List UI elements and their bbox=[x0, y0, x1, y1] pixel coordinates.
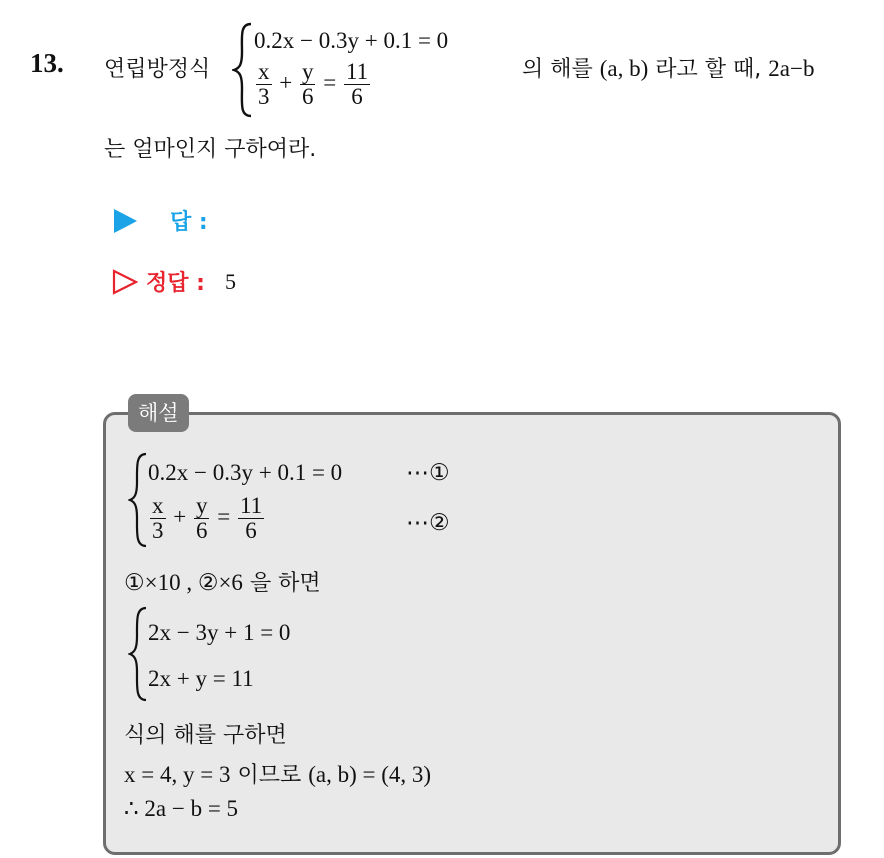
question-line-2: 는 얼마인지 구하여라. bbox=[104, 137, 317, 162]
answer-label: 답 : bbox=[170, 210, 208, 235]
solution-conclusion: ∴ 2a − b = 5 bbox=[124, 796, 239, 821]
solution-tag: 해설 bbox=[128, 394, 189, 432]
question-equation-1: 0.2x − 0.3y + 0.1 = 0 bbox=[254, 28, 449, 53]
fraction-x-over-3: $\frac{x}{3}$ bbox=[152, 493, 164, 544]
fraction-y-over-6: $\frac{y}{6}$ bbox=[301, 59, 314, 110]
solution-mark-1: ⋯① bbox=[406, 460, 450, 485]
fraction-y-over-6: $\frac{y}{6}$ bbox=[195, 493, 208, 544]
fraction-x-over-3: $\frac{x}{3}$ bbox=[258, 59, 270, 110]
solution-step-3: x = 4, y = 3 이므로 (a, b) = (4, 3) bbox=[124, 762, 432, 788]
solution-equation-1: 0.2x − 0.3y + 0.1 = 0 bbox=[148, 460, 343, 485]
correct-answer-row bbox=[112, 266, 236, 297]
solution-brace-1 bbox=[128, 452, 148, 548]
correct-answer-value: 5 bbox=[224, 268, 236, 294]
fraction-11-over-6: $\frac{11}{6}$ bbox=[345, 59, 369, 110]
solution-system-eq-2: 2x + y = 11 bbox=[148, 666, 254, 691]
answer-row bbox=[112, 205, 208, 236]
outline-triangle-icon bbox=[112, 269, 138, 295]
question-intro: 연립방정식 bbox=[104, 57, 211, 82]
solution-step-1: ①×10 , ②×6 을 하면 bbox=[124, 570, 321, 596]
solution-system-eq-1: 2x − 3y + 1 = 0 bbox=[148, 620, 291, 645]
solution-step-2: 식의 해를 구하면 bbox=[124, 723, 287, 748]
solution-equation-2: $\frac{x}{3}$ + $\frac{y}{6}$ = $\frac{11}{6}$ bbox=[152, 493, 263, 544]
question-tail: 의 해를 (a, b) 라고 할 때, 2a−b bbox=[522, 56, 815, 82]
play-triangle-icon bbox=[112, 208, 138, 234]
fraction-11-over-6: $\frac{11}{6}$ bbox=[239, 493, 263, 544]
solution-brace-2 bbox=[128, 606, 148, 702]
correct-answer-label: 정답 : bbox=[146, 271, 205, 296]
solution-mark-2: ⋯② bbox=[406, 510, 450, 535]
question-brace bbox=[232, 22, 254, 118]
question-equation-2: $\frac{x}{3}$ + $\frac{y}{6}$ = $\frac{11}{6}$ bbox=[258, 59, 369, 110]
question-number: 13. bbox=[30, 48, 64, 78]
